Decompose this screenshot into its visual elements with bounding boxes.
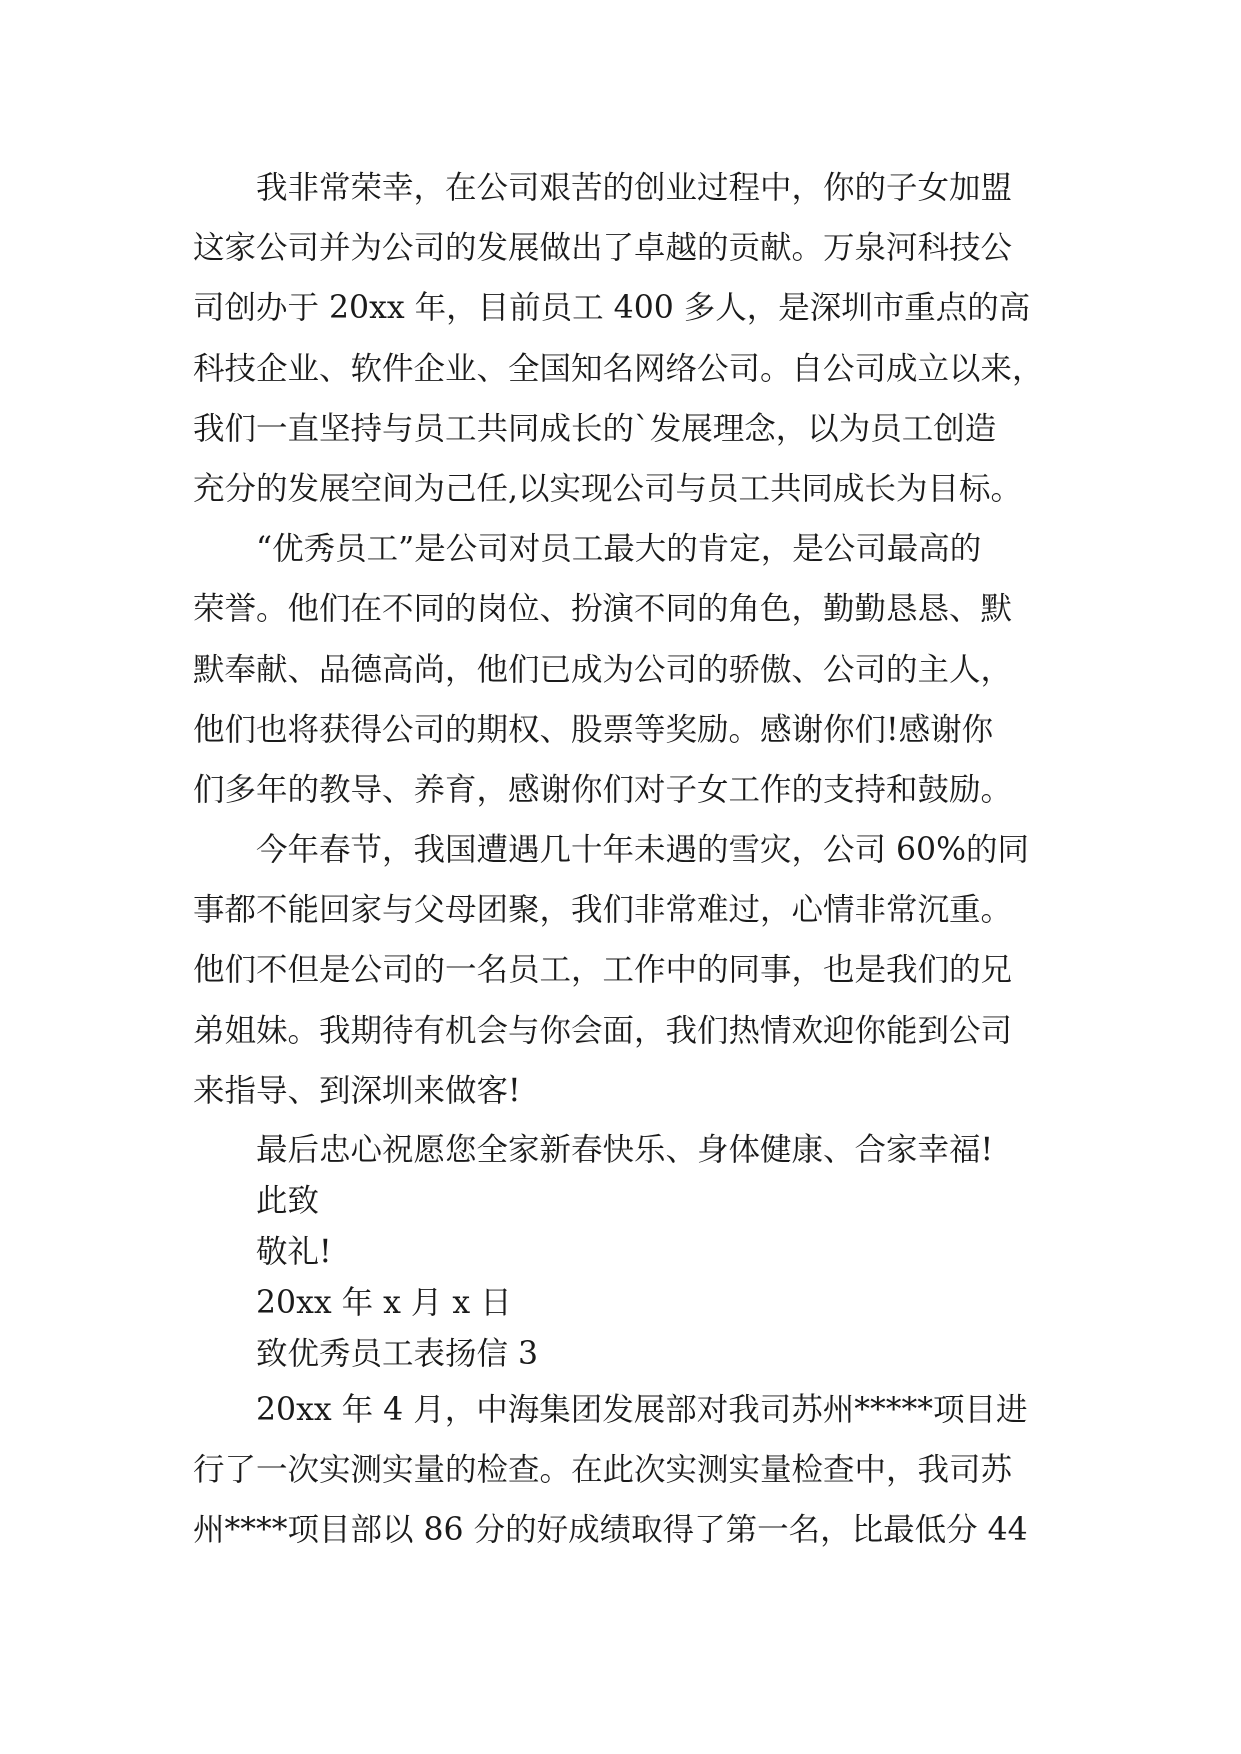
document-body — [193, 158, 1055, 1561]
text-line: 州****项目部以 86 分的好成绩取得了第一名，比最低分 44 — [193, 1512, 1028, 1549]
text-line: 他们不但是公司的一名员工，工作中的同事，也是我们的兄 — [193, 952, 1013, 989]
text-line: 我们一直坚持与员工共同成长的`发展理念，以为员工创造 — [193, 410, 997, 447]
paragraph-inspection — [193, 1380, 1055, 1561]
section-heading: 致优秀员工表扬信 3 — [193, 1336, 539, 1372]
text-line: 今年春节，我国遭遇几十年未遇的雪灾，公司 60%的同 — [193, 832, 1030, 869]
text-line: 司创办于 20xx 年，目前员工 400 多人，是深圳市重点的高 — [193, 290, 1031, 327]
letter-date: 20xx 年 x 月 x 日 — [193, 1285, 512, 1321]
text-line: 弟姐妹。我期待有机会与你会面，我们热情欢迎你能到公司 — [193, 1012, 1013, 1049]
text-line: 事都不能回家与父母团聚，我们非常难过，心情非常沉重。 — [193, 892, 1013, 929]
text-line: 们多年的教导、养育，感谢你们对子女工作的支持和鼓励。 — [193, 771, 1013, 808]
text-line: 行了一次实测实量的检查。在此次实测实量检查中，我司苏 — [193, 1452, 1013, 1489]
text-line: 科技企业、软件企业、全国知名网络公司。自公司成立以来， — [193, 350, 1044, 387]
text-line: 来指导、到深圳来做客! — [193, 1072, 521, 1109]
text-line: 充分的发展空间为己任,以实现公司与员工共同成长为目标。 — [193, 470, 1023, 507]
text-line: 20xx 年 4 月，中海集团发展部对我司苏州*****项目进 — [193, 1392, 1028, 1428]
text-line: 我非常荣幸，在公司艰苦的创业过程中，你的子女加盟 — [193, 170, 1013, 206]
text-line: 荣誉。他们在不同的岗位、扮演不同的角色，勤勤恳恳、默 — [193, 591, 1013, 628]
closing-salutation: 此致 — [193, 1183, 320, 1219]
closing-wishes: 最后忠心祝愿您全家新春快乐、身体健康、合家幸福! — [193, 1132, 994, 1168]
text-line: 默奉献、品德高尚，他们已成为公司的骄傲、公司的主人， — [193, 651, 1013, 688]
paragraph-excellent-employee — [193, 519, 1055, 820]
text-line: 他们也将获得公司的期权、股票等奖励。感谢你们!感谢你 — [193, 711, 994, 748]
paragraph-company-intro — [193, 158, 1055, 519]
text-line: 这家公司并为公司的发展做出了卓越的贡献。万泉河科技公 — [193, 230, 1013, 267]
text-line: “优秀员工”是公司对员工最大的肯定，是公司最高的 — [193, 531, 982, 568]
letter-closing — [193, 1125, 1055, 1380]
paragraph-spring-festival — [193, 820, 1055, 1121]
closing-regards: 敬礼! — [193, 1234, 332, 1270]
